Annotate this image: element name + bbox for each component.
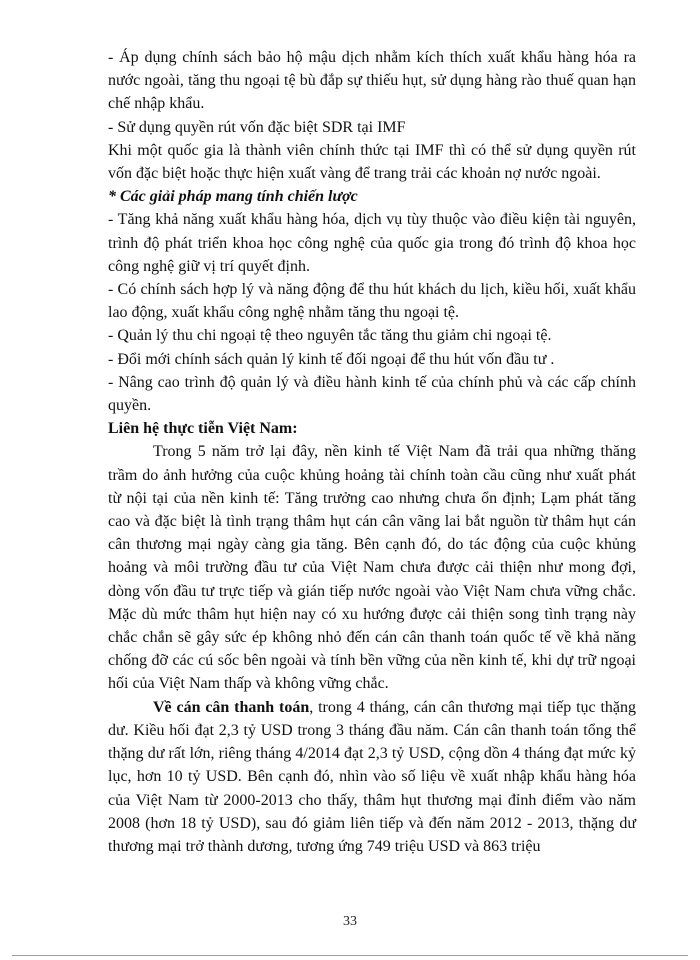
paragraph-governance: - Nâng cao trình độ quản lý và điều hành kinh tế của chính phủ và các cấp chính quyền. <box>108 373 636 415</box>
paragraph-sdr-heading: - Sử dụng quyền rút vốn đặc biệt SDR tại IMF <box>108 118 406 136</box>
page-number: 33 <box>343 914 357 929</box>
paragraph-external-policy: - Đổi mới chính sách quản lý kinh tế đối ngoại để thu hút vốn đầu tư . <box>108 350 555 368</box>
paragraph-forex-management: - Quản lý thu chi ngoại tệ theo nguyên tắc tăng thu giảm chi ngoại tệ. <box>108 327 552 345</box>
paragraph-vietnam-economy: Trong 5 năm trở lại đây, nền kinh tế Việt Nam đã trải qua những thăng trầm do ảnh hưởng của cuộc khủng hoảng tài chính toàn cầu cũng như xuất phát từ nội tại của nền kinh tế: Tăng trưởng cao nhưng chưa ổn định; Lạm phát tăng cao và đặc biệt là tình trạng thâm hụt cán cân vãng lai bắt nguồn từ thâm hụt cán cân thương mại ngày càng gia tăng. Bên cạnh đó, do tác động của cuộc khủng hoảng và môi trường đầu tư của Việt Nam chưa được cải thiện như mong đợi, dòng vốn đầu tư trực tiếp và gián tiếp nước ngoài vào Việt Nam chưa vững chắc. Mặc dù mức thâm hụt hiện nay có xu hướng được cải thiện song tình trạng này chắc chắn sẽ gây sức ép không nhỏ đến cán cân thanh toán quốc tế về khả năng chống đỡ các cú sốc bên ngoài và tính bền vững của nền kinh tế, khi dự trữ ngoại hối của Việt Nam thấp và không vững chắc. <box>108 443 636 693</box>
paragraph-protectionism: - Áp dụng chính sách bảo hộ mậu dịch nhằm kích thích xuất khẩu hàng hóa ra nước ngoài, tăng thu ngoại tệ bù đắp sự thiếu hụt, sử dụng hàng rào thuế quan hạn chế nhập khẩu. <box>108 49 636 113</box>
paragraph-tourism-remittance: - Có chính sách hợp lý và năng động để thu hút khách du lịch, kiều hối, xuất khẩu lao động, xuất khẩu công nghệ nhằm tăng thu ngoại tệ. <box>108 281 636 322</box>
section-heading-vietnam: Liên hệ thực tiễn Việt Nam: <box>108 420 298 438</box>
section-heading-strategic-solutions: * Các giải pháp mang tính chiến lược <box>108 188 358 206</box>
body-text <box>108 46 636 858</box>
balance-of-payments-text: , trong 4 tháng, cán cân thương mại tiếp tục thặng dư. Kiều hối đạt 2,3 tỷ USD trong 3 tháng đầu năm. Cán cân thanh toán tổng thể thặng dư rất lớn, riêng tháng 4/2014 đạt 2,3 tỷ USD, cộng dồn 4 tháng đạt mức kỷ lục, hơn 10 tỷ USD. Bên cạnh đó, nhìn vào số liệu về xuất nhập khẩu hàng hóa của Việt Nam từ 2000-2013 cho thấy, thâm hụt thương mại đỉnh điểm vào năm 2008 (hơn 18 tỷ USD), sau đó giảm liên tiếp và đến năm 2012 - 2013, thặng dư thương mại trở thành dương, tương ứng 749 triệu USD và 863 triệu <box>108 698 636 855</box>
paragraph-export-capacity: - Tăng khả năng xuất khẩu hàng hóa, dịch vụ tùy thuộc vào điều kiện tài nguyên, trình độ phát triển khoa học công nghệ của quốc gia trong đó trình độ khoa học công nghệ giữ vị trí quyết định. <box>108 211 636 275</box>
paragraph-sdr-detail: Khi một quốc gia là thành viên chính thức tại IMF thì có thể sử dụng quyền rút vốn đặc biệt hoặc thực hiện xuất vàng để trang trải các khoản nợ nước ngoài. <box>108 141 636 183</box>
paragraph-balance-of-payments <box>108 696 636 858</box>
balance-of-payments-lead: Về cán cân thanh toán <box>153 698 310 716</box>
page-bottom-divider <box>12 955 688 956</box>
